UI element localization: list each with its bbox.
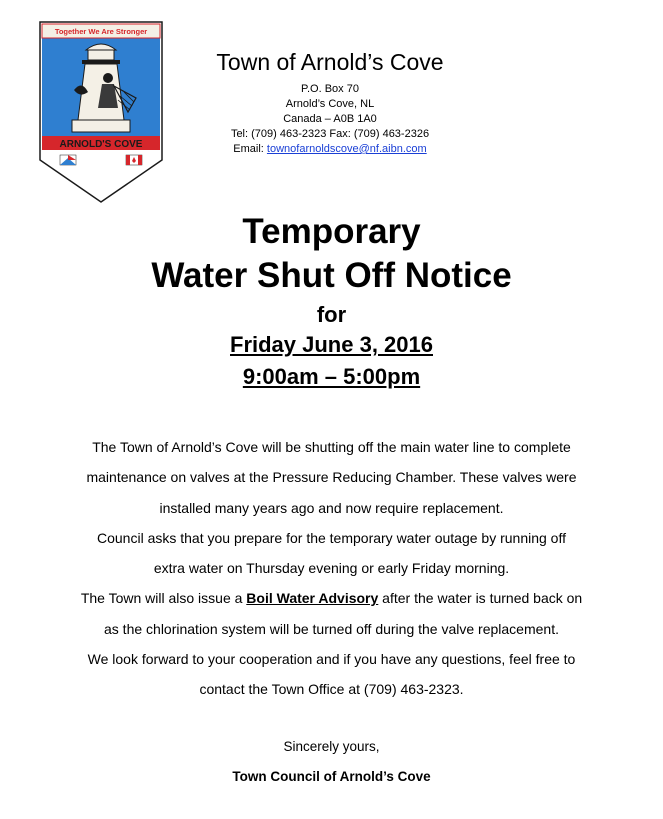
shutoff-time: 9:00am – 5:00pm	[242, 364, 421, 389]
body-line: extra water on Thursday evening or early Friday morning.	[153, 560, 510, 577]
closing-block	[0, 732, 663, 792]
crest-banner-text: ARNOLD'S COVE	[59, 139, 143, 150]
email-link[interactable]: townofarnoldscove@nf.aibn.com	[266, 143, 427, 155]
notice-title-block	[0, 210, 663, 392]
town-name: Town of Arnold’s Cove	[216, 49, 444, 75]
body-line	[0, 583, 663, 613]
body-line: We look forward to your cooperation and if you have any questions, feel free to	[87, 651, 576, 668]
crest-motto: Together We Are Stronger	[54, 27, 148, 36]
body-line: as the chlorination system will be turned off during the valve replacement.	[104, 620, 559, 637]
body-line: Council asks that you prepare for the temporary water outage by running off	[96, 529, 566, 546]
shutoff-date: Friday June 3, 2016	[230, 332, 433, 357]
town-crest-logo	[38, 20, 164, 204]
notice-body	[0, 432, 663, 705]
body-line: maintenance on valves at the Pressure Reducing Chamber. These valves were	[86, 469, 577, 486]
body-line: installed many years ago and now require replacement.	[159, 499, 504, 516]
email-label: Email:	[233, 143, 267, 155]
phone-fax-line: Tel: (709) 463-2323 Fax: (709) 463-2326	[230, 128, 430, 140]
body-text-segment: after the water is turned back on	[378, 590, 583, 607]
signature: Town Council of Arnold’s Cove	[232, 769, 431, 784]
email-line	[160, 142, 500, 157]
newfoundland-flag-icon	[60, 155, 76, 165]
country-postal-line: Canada – A0B 1A0	[283, 113, 377, 125]
address-block	[160, 82, 500, 157]
body-line: contact the Town Office at (709) 463-2323.	[199, 681, 464, 698]
boil-water-advisory: Boil Water Advisory	[246, 590, 379, 607]
po-box: P.O. Box 70	[301, 83, 359, 95]
city-line: Arnold’s Cove, NL	[285, 98, 375, 110]
canada-flag-icon	[126, 155, 142, 165]
salutation: Sincerely yours,	[283, 739, 380, 754]
body-text-segment: The Town will also issue a	[80, 590, 247, 607]
body-line: The Town of Arnold’s Cove will be shutting off the main water line to complete	[92, 439, 571, 455]
title-line-notice: Water Shut Off Notice	[151, 256, 512, 295]
title-line-temporary: Temporary	[242, 212, 421, 251]
title-line-for: for	[316, 302, 347, 327]
